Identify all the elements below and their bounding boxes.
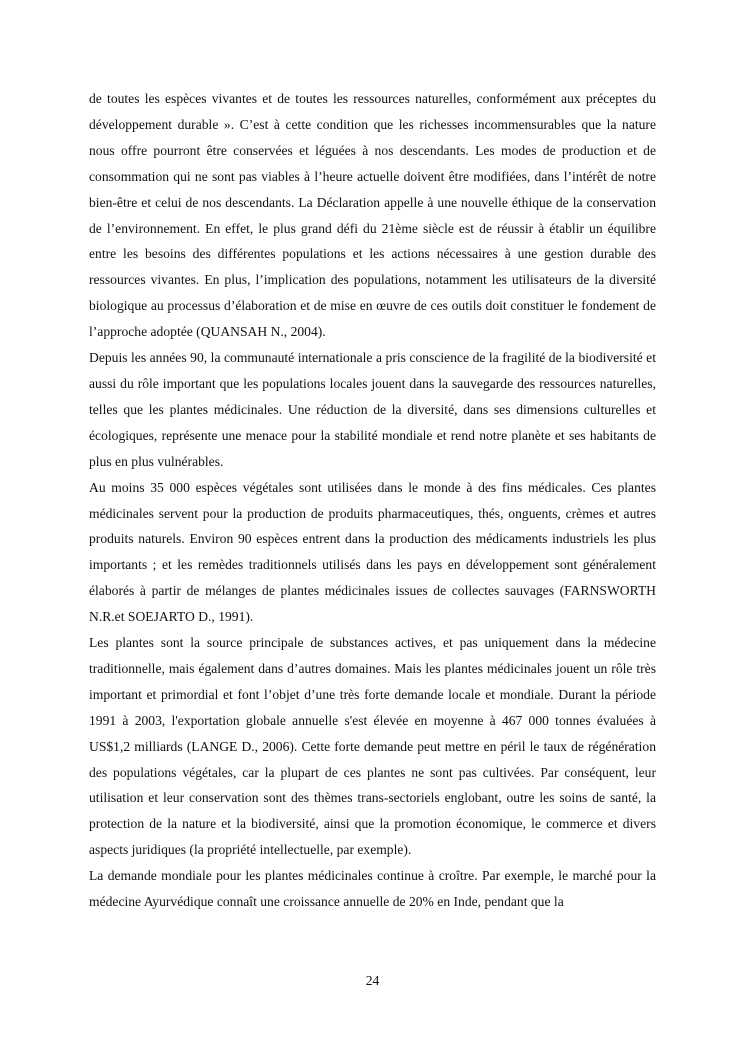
page-number: 24 <box>365 973 380 988</box>
paragraph-conservation-ethics: de toutes les espèces vivantes et de toutes les ressources naturelles, conformément aux préceptes du développement durable ». C’est à cette condition que les richesses incommensurables que la nature nous offre pourront être conservées et léguées à nos descendants. Les modes de production et de consommation qui ne sont pas viables à l’heure actuelle doivent être modifiées, dans l’intérêt de notre bien-être et celui de nos descendants. La Déclaration appelle à une nouvelle éthique de la conservation de l’environnement. En effet, le plus grand défi du 21ème siècle est de réussir à établir un équilibre entre les besoins des différentes populations et les actions nécessaires à une gestion durable des ressources vivantes. En plus, l’implication des populations, notamment les utilisateurs de la diversité biologique au processus d’élaboration et de mise en œuvre de ces outils doit constituer le fondement de l’approche adoptée (QUANSAH N., 2004). <box>89 91 656 340</box>
paragraph-biodiversity-awareness: Depuis les années 90, la communauté internationale a pris conscience de la fragilité de la biodiversité et aussi du rôle important que les populations locales jouent dans la sauvegarde des ressources naturelles, telles que les plantes médicinales. Une réduction de la diversité, dans ses dimensions culturelles et écologiques, représente une menace pour la stabilité mondiale et rend notre planète et ses habitants de plus en plus vulnérables. <box>89 350 656 469</box>
body-text <box>89 86 656 915</box>
paragraph-world-demand: La demande mondiale pour les plantes médicinales continue à croître. Par exemple, le marché pour la médecine Ayurvédique connaît une croissance annuelle de 20% en Inde, pendant que la <box>89 868 656 910</box>
paragraph-plant-demand: Les plantes sont la source principale de substances actives, et pas uniquement dans la médecine traditionnelle, mais également dans d’autres domaines. Mais les plantes médicinales jouent un rôle très important et primordial et font l’objet d’une très forte demande locale et mondiale. Durant la période 1991 à 2003, l'exportation globale annuelle s'est élevée en moyenne à 467 000 tonnes évaluées à US$1,2 milliards (LANGE D., 2006). Cette forte demande peut mettre en péril le taux de régénération des populations végétales, car la plupart de ces plantes ne sont pas cultivées. Par conséquent, leur utilisation et leur conservation sont des thèmes trans-sectoriels englobant, outre les soins de santé, la protection de la nature et la biodiversité, ainsi que la promotion économique, le commerce et divers aspects juridiques (la propriété intellectuelle, par exemple). <box>89 635 656 858</box>
paragraph-medicinal-species: Au moins 35 000 espèces végétales sont utilisées dans le monde à des fins médicales. Ces plantes médicinales servent pour la production de produits pharmaceutiques, thés, onguents, crèmes et autres produits naturels. Environ 90 espèces entrent dans la production des médicaments industriels les plus importants ; et les remèdes traditionnels utilisés dans les pays en développement sont généralement élaborés à partir de mélanges de plantes médicinales issues de collectes sauvages (FARNSWORTH N.R.et SOEJARTO D., 1991). <box>89 479 656 625</box>
